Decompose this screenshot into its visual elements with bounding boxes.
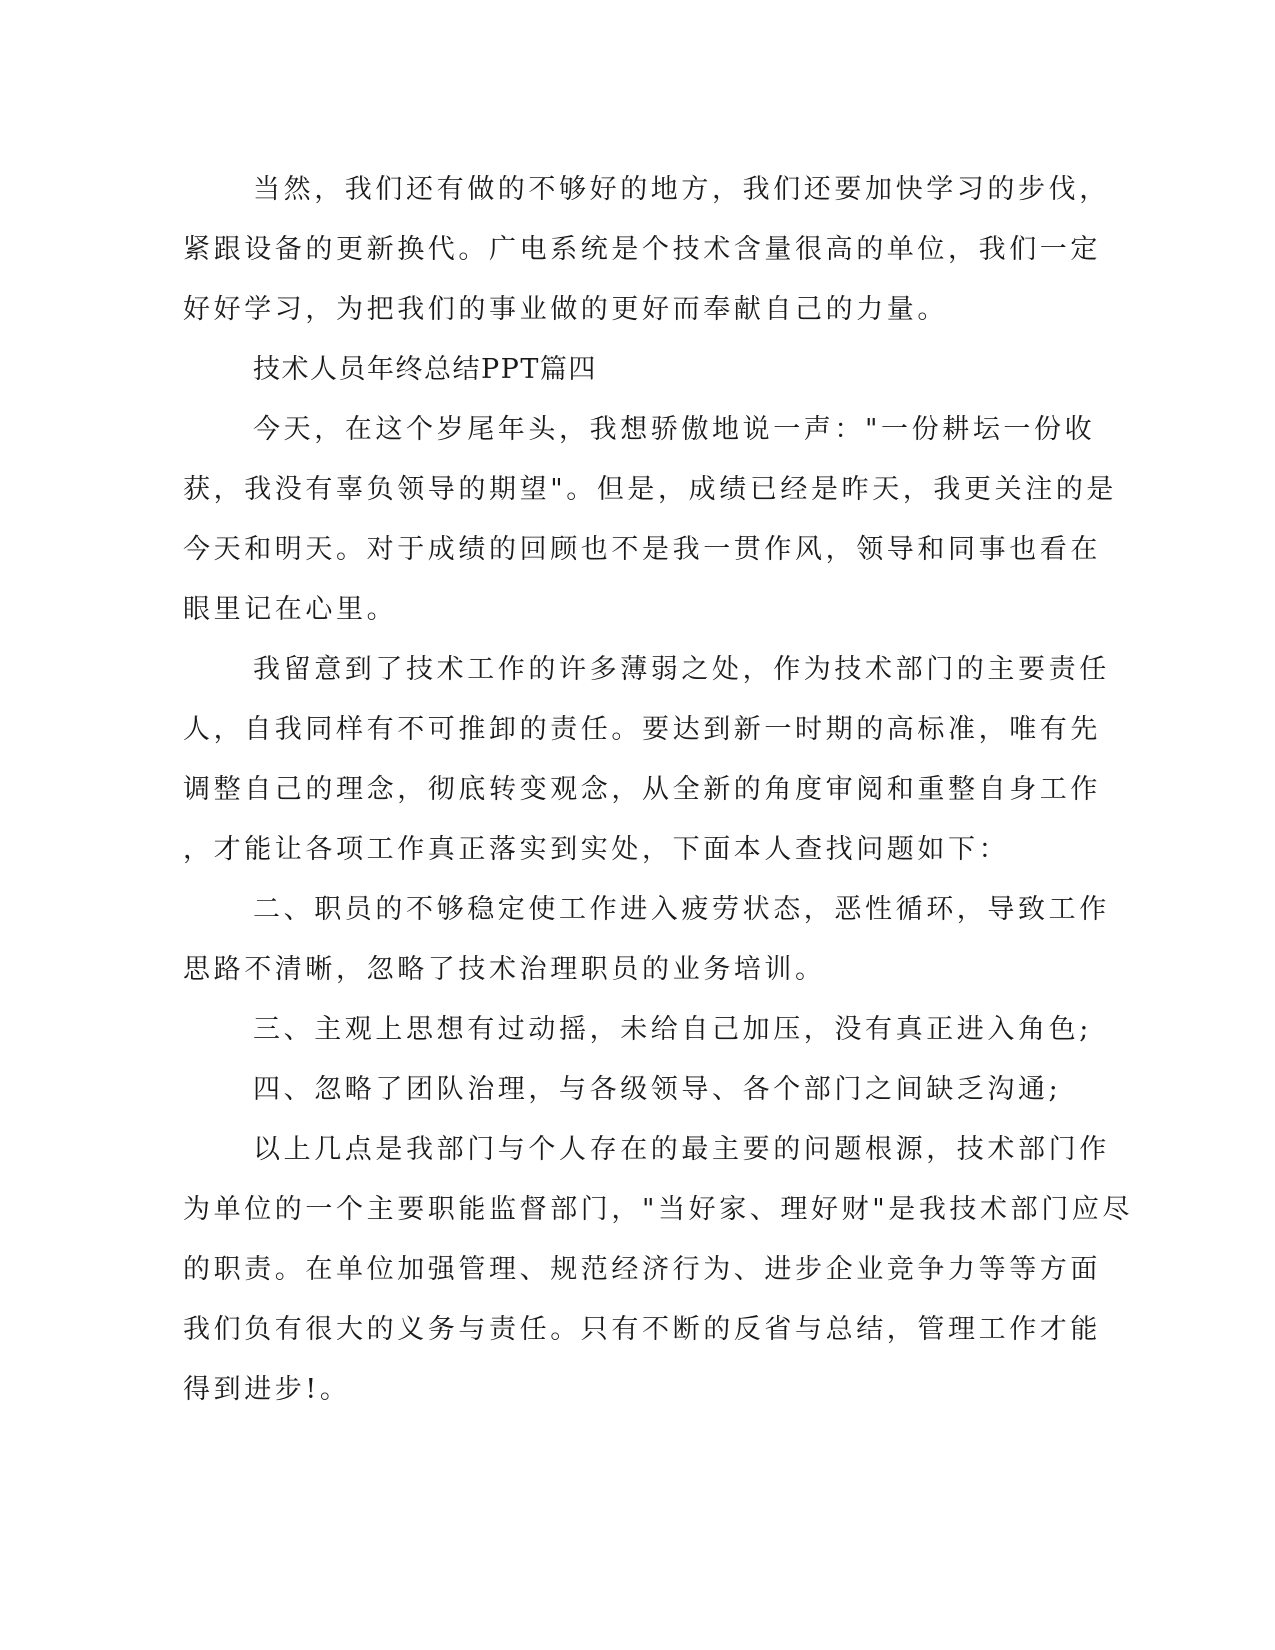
text-line: ，才能让各项工作真正落实到实处，下面本人查找问题如下：	[183, 834, 1010, 865]
text-line: 四、忽略了团队治理，与各级领导、各个部门之间缺乏沟通;	[253, 1074, 1062, 1105]
text-line: 好好学习，为把我们的事业做的更好而奉献自己的力量。	[183, 294, 948, 325]
section-heading: 技术人员年终总结PPT篇四	[253, 354, 597, 385]
text-line: 三、主观上思想有过动摇，未给自己加压，没有真正进入角色;	[253, 1014, 1092, 1045]
text-line: 我们负有很大的义务与责任。只有不断的反省与总结，管理工作才能	[183, 1314, 1101, 1345]
text-line: 人，自我同样有不可推卸的责任。要达到新一时期的高标准，唯有先	[183, 714, 1101, 745]
paragraph-conclusion	[183, 1120, 1134, 1420]
paragraph-intro	[183, 400, 1118, 640]
document-body	[183, 160, 1134, 1420]
text-line: 获，我没有辜负领导的期望"。但是，成绩已经是昨天，我更关注的是	[183, 474, 1118, 505]
paragraph-item-2	[183, 880, 1110, 1000]
text-line: 当然，我们还有做的不够好的地方，我们还要加快学习的步伐，	[253, 174, 1110, 205]
text-line: 今天，在这个岁尾年头，我想骄傲地说一声："一份耕坛一份收	[253, 414, 1096, 445]
paragraph-weakness	[183, 640, 1110, 880]
paragraph-item-4	[183, 1060, 1062, 1120]
text-line: 我留意到了技术工作的许多薄弱之处，作为技术部门的主要责任	[253, 654, 1110, 685]
text-line: 二、职员的不够稳定使工作进入疲劳状态，恶性循环，导致工作	[253, 894, 1110, 925]
text-line: 紧跟设备的更新换代。广电系统是个技术含量很高的单位，我们一定	[183, 234, 1101, 265]
paragraph-closing	[183, 160, 1110, 340]
paragraph-item-3	[183, 1000, 1092, 1060]
text-line: 以上几点是我部门与个人存在的最主要的问题根源，技术部门作	[253, 1134, 1110, 1165]
text-line: 今天和明天。对于成绩的回顾也不是我一贯作风，领导和同事也看在	[183, 534, 1101, 565]
text-line: 眼里记在心里。	[183, 594, 398, 625]
text-line: 调整自己的理念，彻底转变观念，从全新的角度审阅和重整自身工作	[183, 774, 1101, 805]
text-line: 的职责。在单位加强管理、规范经济行为、进步企业竞争力等等方面	[183, 1254, 1101, 1285]
text-line: 为单位的一个主要职能监督部门，"当好家、理好财"是我技术部门应尽	[183, 1194, 1134, 1225]
text-line: 得到进步!。	[183, 1374, 351, 1405]
text-line: 思路不清晰，忽略了技术治理职员的业务培训。	[183, 954, 826, 985]
